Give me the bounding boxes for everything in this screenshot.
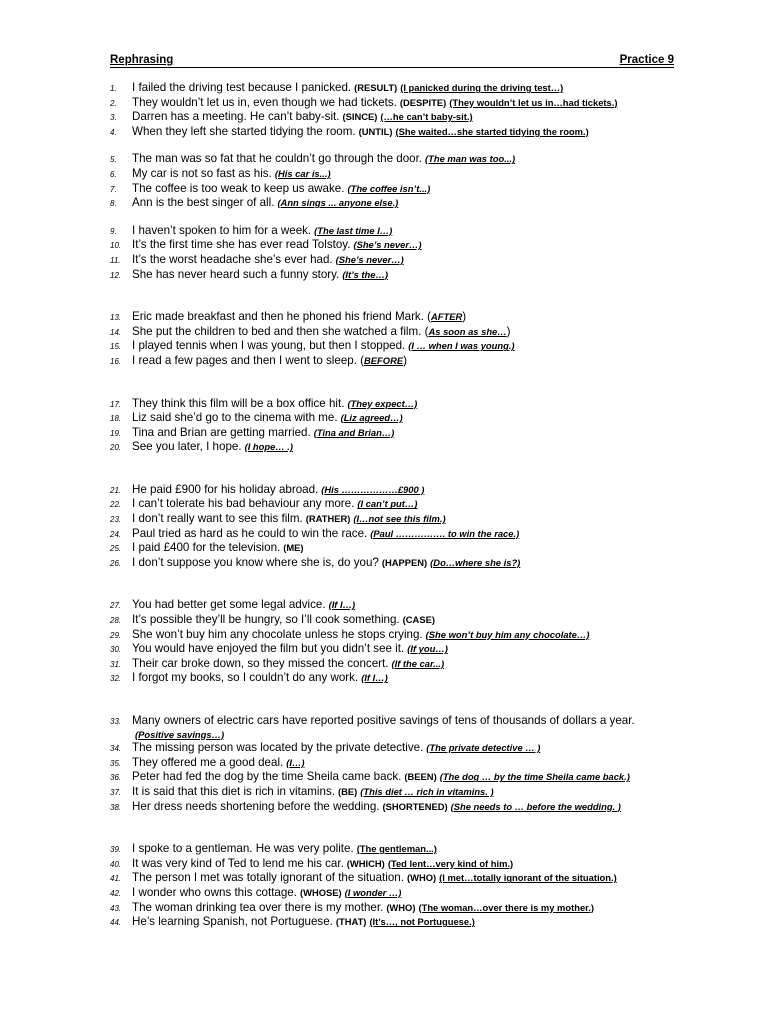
rephrase-hint: (Liz agreed…): [340, 412, 403, 424]
item-sentence: [132, 741, 674, 755]
exercise-item: [110, 238, 674, 253]
item-number: 24.: [110, 529, 122, 539]
exercise-item: [110, 756, 674, 771]
item-number: 16.: [110, 356, 122, 366]
exercise-item: [110, 96, 674, 111]
item-sentence: [132, 842, 674, 856]
sentence-text: It’s the first time she has ever read Tolstoy.: [132, 238, 351, 252]
rephrase-hint: (If I…): [361, 672, 388, 684]
sentence-text: She has never heard such a funny story.: [132, 267, 340, 281]
exercise-item: [110, 871, 674, 886]
exercise-group: [110, 598, 674, 686]
exercise-item: [110, 339, 674, 354]
item-number: 9.: [110, 226, 117, 236]
sentence-text: I read a few pages and then I went to sleep. (: [132, 353, 365, 367]
exercise-item: [110, 440, 674, 455]
item-sentence: [132, 397, 674, 411]
item-sentence: [132, 268, 674, 282]
exercise-item: [110, 527, 674, 542]
item-sentence: [132, 339, 674, 353]
sentence-text: Darren has a meeting. He can’t baby-sit.: [132, 110, 340, 124]
sentence-text: You had better get some legal advice.: [132, 598, 326, 612]
item-number: 4.: [110, 127, 117, 137]
item-sentence: [132, 152, 674, 166]
keyword: (SHORTENED): [382, 800, 448, 812]
exercise-item: [110, 397, 674, 412]
sentence-text: Peter had fed the dog by the time Sheila came back.: [132, 770, 402, 784]
item-number: 44.: [110, 918, 122, 928]
rephrase-hint: (She’s never…): [353, 239, 422, 251]
sentence-text: I don’t really want to see this film.: [132, 512, 303, 526]
item-number: 1.: [110, 84, 117, 93]
rephrase-hint: (I…not see this film.): [353, 513, 446, 525]
rephrase-hint: (I met…totally ignorant of the situation.): [439, 872, 617, 884]
item-number: 25.: [110, 544, 122, 554]
item-number: 23.: [110, 515, 122, 525]
item-number: 19.: [110, 428, 122, 438]
sentence-text: He’s learning Spanish, not Portuguese.: [132, 915, 333, 929]
exercise-item: [110, 800, 674, 815]
rephrase-hint: (She needs to … before the wedding. ): [450, 800, 621, 812]
practice-label: Practice 9: [619, 54, 674, 66]
exercise-item: [110, 110, 674, 125]
rephrase-hint: (It’s…, not Portuguese.): [369, 916, 475, 928]
sentence-text: It is said that this diet is rich in vitamins.: [132, 784, 335, 798]
sentence-text: The person I met was totally ignorant of the situation.: [132, 871, 404, 885]
keyword: (BE): [337, 785, 358, 797]
sentence-text: I can’t tolerate his bad behaviour any more.: [132, 497, 355, 511]
sentence-text: The woman drinking tea over there is my mother.: [132, 900, 384, 914]
keyword: (ME): [283, 542, 304, 554]
item-sentence: [132, 785, 674, 799]
item-sentence: [132, 857, 674, 871]
item-sentence: [132, 901, 674, 915]
sentence-text: They wouldn’t let us in, even though we had tickets.: [132, 95, 397, 109]
rephrase-hint: (Ted lent…very kind of him.): [387, 857, 514, 869]
sentence-text: It’s possible they’ll be hungry, so I’ll cook something.: [132, 613, 400, 627]
keyword: (RESULT): [354, 82, 398, 93]
item-number: 12.: [110, 270, 122, 280]
exercise-group: [110, 483, 674, 571]
item-sentence: [132, 167, 674, 181]
sentence-text: When they left she started tidying the room.: [132, 124, 356, 138]
item-sentence: [132, 497, 674, 511]
worksheet-title: Rephrasing: [110, 54, 174, 66]
item-sentence: [132, 756, 674, 770]
item-sentence: [132, 310, 674, 324]
sentence-text: She put the children to bed and then she watched a film. (: [132, 324, 429, 338]
exercise-item: [110, 770, 674, 785]
item-sentence: [132, 613, 674, 627]
rephrase-hint: As soon as she…: [428, 325, 507, 337]
item-number: 27.: [110, 601, 122, 611]
exercise-item: [110, 253, 674, 268]
item-sentence: [132, 483, 674, 497]
item-number: 18.: [110, 414, 122, 424]
closing-paren: ): [403, 353, 407, 367]
keyword: (UNTIL): [358, 125, 393, 137]
rephrase-hint: (I panicked during the driving test…): [400, 82, 564, 93]
item-sentence: [132, 125, 674, 139]
item-number: 29.: [110, 630, 122, 640]
exercise-group: [110, 152, 674, 210]
sentence-text: I wonder who owns this cottage.: [132, 885, 297, 899]
item-number: 43.: [110, 903, 122, 913]
keyword: (DESPITE): [399, 96, 447, 108]
rephrase-hint: (If I…): [328, 599, 356, 611]
sentence-text: I forgot my books, so I couldn’t do any work.: [132, 671, 359, 685]
rephrase-hint: (His car is...): [274, 167, 331, 179]
item-sentence: [132, 915, 674, 929]
item-number: 5.: [110, 155, 117, 165]
rephrase-hint: (I can’t put…): [357, 498, 418, 510]
rephrase-hint: (Tina and Brian…): [313, 426, 395, 438]
item-sentence: [132, 411, 674, 425]
sentence-text: He paid £900 for his holiday abroad.: [132, 482, 319, 496]
keyword: (HAPPEN): [381, 556, 428, 568]
exercise-item: [110, 125, 674, 140]
item-sentence: [132, 800, 674, 814]
sentence-text: You would have enjoyed the film but you didn’t see it.: [132, 642, 405, 656]
exercise-item: [110, 268, 674, 283]
exercise-item: [110, 657, 674, 672]
exercise-item: [110, 426, 674, 441]
rephrase-hint: BEFORE: [364, 354, 404, 366]
keyword: (CASE): [402, 614, 435, 626]
item-sentence: [132, 81, 674, 95]
exercise-item: [110, 411, 674, 426]
exercise-item: [110, 152, 674, 167]
rephrase-hint: (She waited…she started tidying the room.): [395, 125, 589, 137]
sentence-text: The coffee is too weak to keep us awake.: [132, 181, 345, 195]
item-number: 30.: [110, 645, 122, 655]
rephrase-hint: (Do…where she is?): [430, 556, 521, 568]
item-sentence: [132, 110, 674, 124]
item-number: 26.: [110, 558, 122, 568]
exercise-group: [110, 224, 674, 282]
rephrase-hint: (Ann sings ... anyone else.): [277, 197, 399, 209]
item-number: 15.: [110, 342, 122, 352]
sentence-text: Ann is the best singer of all.: [132, 196, 275, 210]
rephrase-hint: (They expect…): [347, 397, 418, 409]
item-sentence: [132, 642, 674, 656]
exercise-item: [110, 196, 674, 211]
sentence-text: I don’t suppose you know where she is, do you?: [132, 555, 379, 569]
item-number: 28.: [110, 616, 122, 626]
keyword: (THAT): [335, 916, 367, 928]
item-number: 3.: [110, 113, 117, 123]
exercise-item: [110, 598, 674, 613]
item-sentence: [132, 238, 674, 252]
item-sentence: [132, 541, 674, 555]
exercise-item: [110, 741, 674, 756]
item-number: 11.: [110, 255, 121, 265]
exercise-item: [110, 354, 674, 369]
keyword: (WHO): [386, 901, 416, 913]
sentence-text: She won’t buy him any chocolate unless he stops crying.: [132, 627, 423, 641]
item-sentence: [132, 224, 674, 238]
exercise-group: [110, 842, 674, 930]
exercise-item: [110, 541, 674, 556]
worksheet-page: [110, 54, 674, 930]
closing-paren: ): [462, 310, 467, 324]
sentence-text: They offered me a good deal.: [132, 755, 284, 769]
rephrase-hint: (They wouldn’t let us in…had tickets.): [449, 96, 618, 108]
exercise-item: [110, 642, 674, 657]
item-number: 2.: [110, 98, 117, 108]
exercise-item: [110, 325, 674, 340]
item-sentence: [132, 512, 674, 526]
sentence-text: I paid £400 for the television.: [132, 541, 281, 555]
sentence-text: The man was so fat that he couldn’t go through the door.: [132, 152, 423, 166]
item-number: 20.: [110, 443, 122, 453]
item-number: 6.: [110, 169, 117, 179]
item-number: 31.: [110, 659, 122, 669]
item-number: 39.: [110, 845, 122, 855]
sentence-text: Their car broke down, so they missed the concert.: [132, 656, 389, 670]
item-sentence: [132, 714, 674, 741]
exercise-item: [110, 857, 674, 872]
keyword: (WHOSE): [299, 886, 342, 898]
item-sentence: [132, 253, 674, 267]
item-sentence: [132, 871, 674, 885]
keyword: (WHICH): [346, 857, 385, 869]
rephrase-hint: (She’s never…): [335, 253, 404, 265]
sentence-text: I failed the driving test because I panicked.: [132, 81, 352, 94]
sentence-text: Her dress needs shortening before the wedding.: [132, 799, 380, 813]
exercise-item: [110, 182, 674, 197]
exercise-item: [110, 310, 674, 325]
sentence-text: They think this film will be a box office hit.: [132, 396, 345, 410]
item-number: 14.: [110, 327, 122, 337]
exercise-group: [110, 714, 674, 814]
item-sentence: [132, 527, 674, 541]
item-number: 32.: [110, 674, 122, 684]
rephrase-hint: (I…): [286, 756, 305, 768]
exercise-item: [110, 613, 674, 628]
sentence-text: Many owners of electric cars have reported positive savings of tens of thousands of dollars a year.: [132, 714, 635, 727]
item-number: 37.: [110, 787, 122, 797]
item-sentence: [132, 598, 674, 612]
exercise-item: [110, 842, 674, 857]
rephrase-hint: (If you…): [407, 643, 448, 655]
rephrase-hint: (If the car...): [391, 657, 445, 669]
sentence-text: Tina and Brian are getting married.: [132, 425, 311, 439]
rephrase-hint: (It’s the…): [342, 268, 388, 280]
rephrase-hint: (I hope… .): [244, 441, 294, 453]
exercise-group: [110, 310, 674, 368]
item-sentence: [132, 325, 674, 339]
keyword: (WHO): [406, 872, 437, 884]
rephrase-hint: (The coffee isn’t...): [347, 182, 431, 194]
rephrase-hint: (The last time I…): [314, 224, 393, 236]
rephrase-hint: (The dog … by the time Sheila came back.): [439, 771, 630, 783]
item-sentence: [132, 886, 674, 900]
rephrase-hint: AFTER: [431, 311, 463, 323]
rephrase-hint: (The private detective … ): [426, 742, 541, 754]
item-number: 40.: [110, 859, 122, 869]
exercise-item: [110, 901, 674, 916]
sentence-text: My car is not so fast as his.: [132, 166, 272, 180]
sentence-text: It was very kind of Ted to lend me his car.: [132, 856, 344, 870]
keyword: (BEEN): [404, 771, 437, 783]
rephrase-hint: (The gentleman...): [356, 843, 437, 855]
exercise-item: [110, 81, 674, 96]
item-number: 13.: [110, 313, 122, 323]
item-sentence: [132, 182, 674, 196]
page-header: [110, 54, 674, 68]
sentence-text: I spoke to a gentleman. He was very polite.: [132, 842, 354, 856]
item-number: 7.: [110, 184, 117, 194]
item-number: 36.: [110, 773, 122, 783]
sentence-text: See you later, I hope.: [132, 440, 242, 454]
rephrase-hint: (This diet … rich in vitamins. ): [360, 785, 494, 797]
item-number: 35.: [110, 758, 122, 768]
exercise-group: [110, 397, 674, 455]
sentence-text: I haven’t spoken to him for a week.: [132, 223, 312, 237]
exercise-list: [110, 81, 674, 930]
keyword: (RATHER): [305, 513, 351, 525]
exercise-item: [110, 512, 674, 527]
sentence-text: It’s the worst headache she’s ever had.: [132, 252, 333, 266]
item-sentence: [132, 628, 674, 642]
exercise-item: [110, 886, 674, 901]
item-number: 42.: [110, 888, 122, 898]
exercise-item: [110, 167, 674, 182]
item-sentence: [132, 96, 674, 110]
exercise-item: [110, 224, 674, 239]
exercise-item: [110, 671, 674, 686]
exercise-item: [110, 785, 674, 800]
rephrase-hint: (Paul ……………. to win the race.): [370, 527, 520, 539]
exercise-item: [110, 483, 674, 498]
rephrase-hint: (The man was too...): [425, 153, 516, 165]
exercise-item: [110, 714, 674, 741]
item-sentence: [132, 440, 674, 454]
item-sentence: [132, 196, 674, 210]
item-sentence: [132, 354, 674, 368]
item-number: 33.: [110, 717, 122, 726]
rephrase-hint: (She won’t buy him any chocolate…): [425, 628, 590, 640]
sentence-text: Paul tried as hard as he could to win the race.: [132, 526, 368, 540]
rephrase-hint: (The woman…over there is my mother.): [418, 901, 595, 913]
item-sentence: [132, 556, 674, 570]
sentence-text: The missing person was located by the private detective.: [132, 741, 424, 755]
rephrase-hint: (…he can’t baby-sit.): [380, 111, 473, 123]
rephrase-hint: (His ………………£900 ): [321, 483, 425, 495]
exercise-group: [110, 81, 674, 139]
sentence-text: Liz said she’d go to the cinema with me.: [132, 411, 338, 425]
sentence-text: I played tennis when I was young, but then I stopped.: [132, 339, 406, 353]
item-number: 8.: [110, 199, 117, 209]
item-number: 38.: [110, 802, 122, 812]
keyword: (SINCE): [342, 111, 378, 123]
item-number: 34.: [110, 744, 122, 754]
exercise-item: [110, 497, 674, 512]
sentence-text: Eric made breakfast and then he phoned his friend Mark. (: [132, 310, 432, 324]
item-number: 21.: [110, 485, 122, 495]
item-number: 17.: [110, 399, 122, 409]
exercise-item: [110, 628, 674, 643]
rephrase-hint: (I … when I was young.): [408, 340, 515, 352]
item-sentence: [132, 657, 674, 671]
item-sentence: [132, 671, 674, 685]
exercise-item: [110, 556, 674, 571]
item-number: 22.: [110, 500, 122, 510]
item-sentence: [132, 770, 674, 784]
item-number: 41.: [110, 874, 122, 884]
closing-paren: ): [506, 324, 511, 338]
item-sentence: [132, 426, 674, 440]
item-number: 10.: [110, 241, 122, 251]
rephrase-hint: (Positive savings…): [135, 728, 225, 740]
exercise-item: [110, 915, 674, 930]
rephrase-hint: (I wonder …): [344, 886, 402, 898]
